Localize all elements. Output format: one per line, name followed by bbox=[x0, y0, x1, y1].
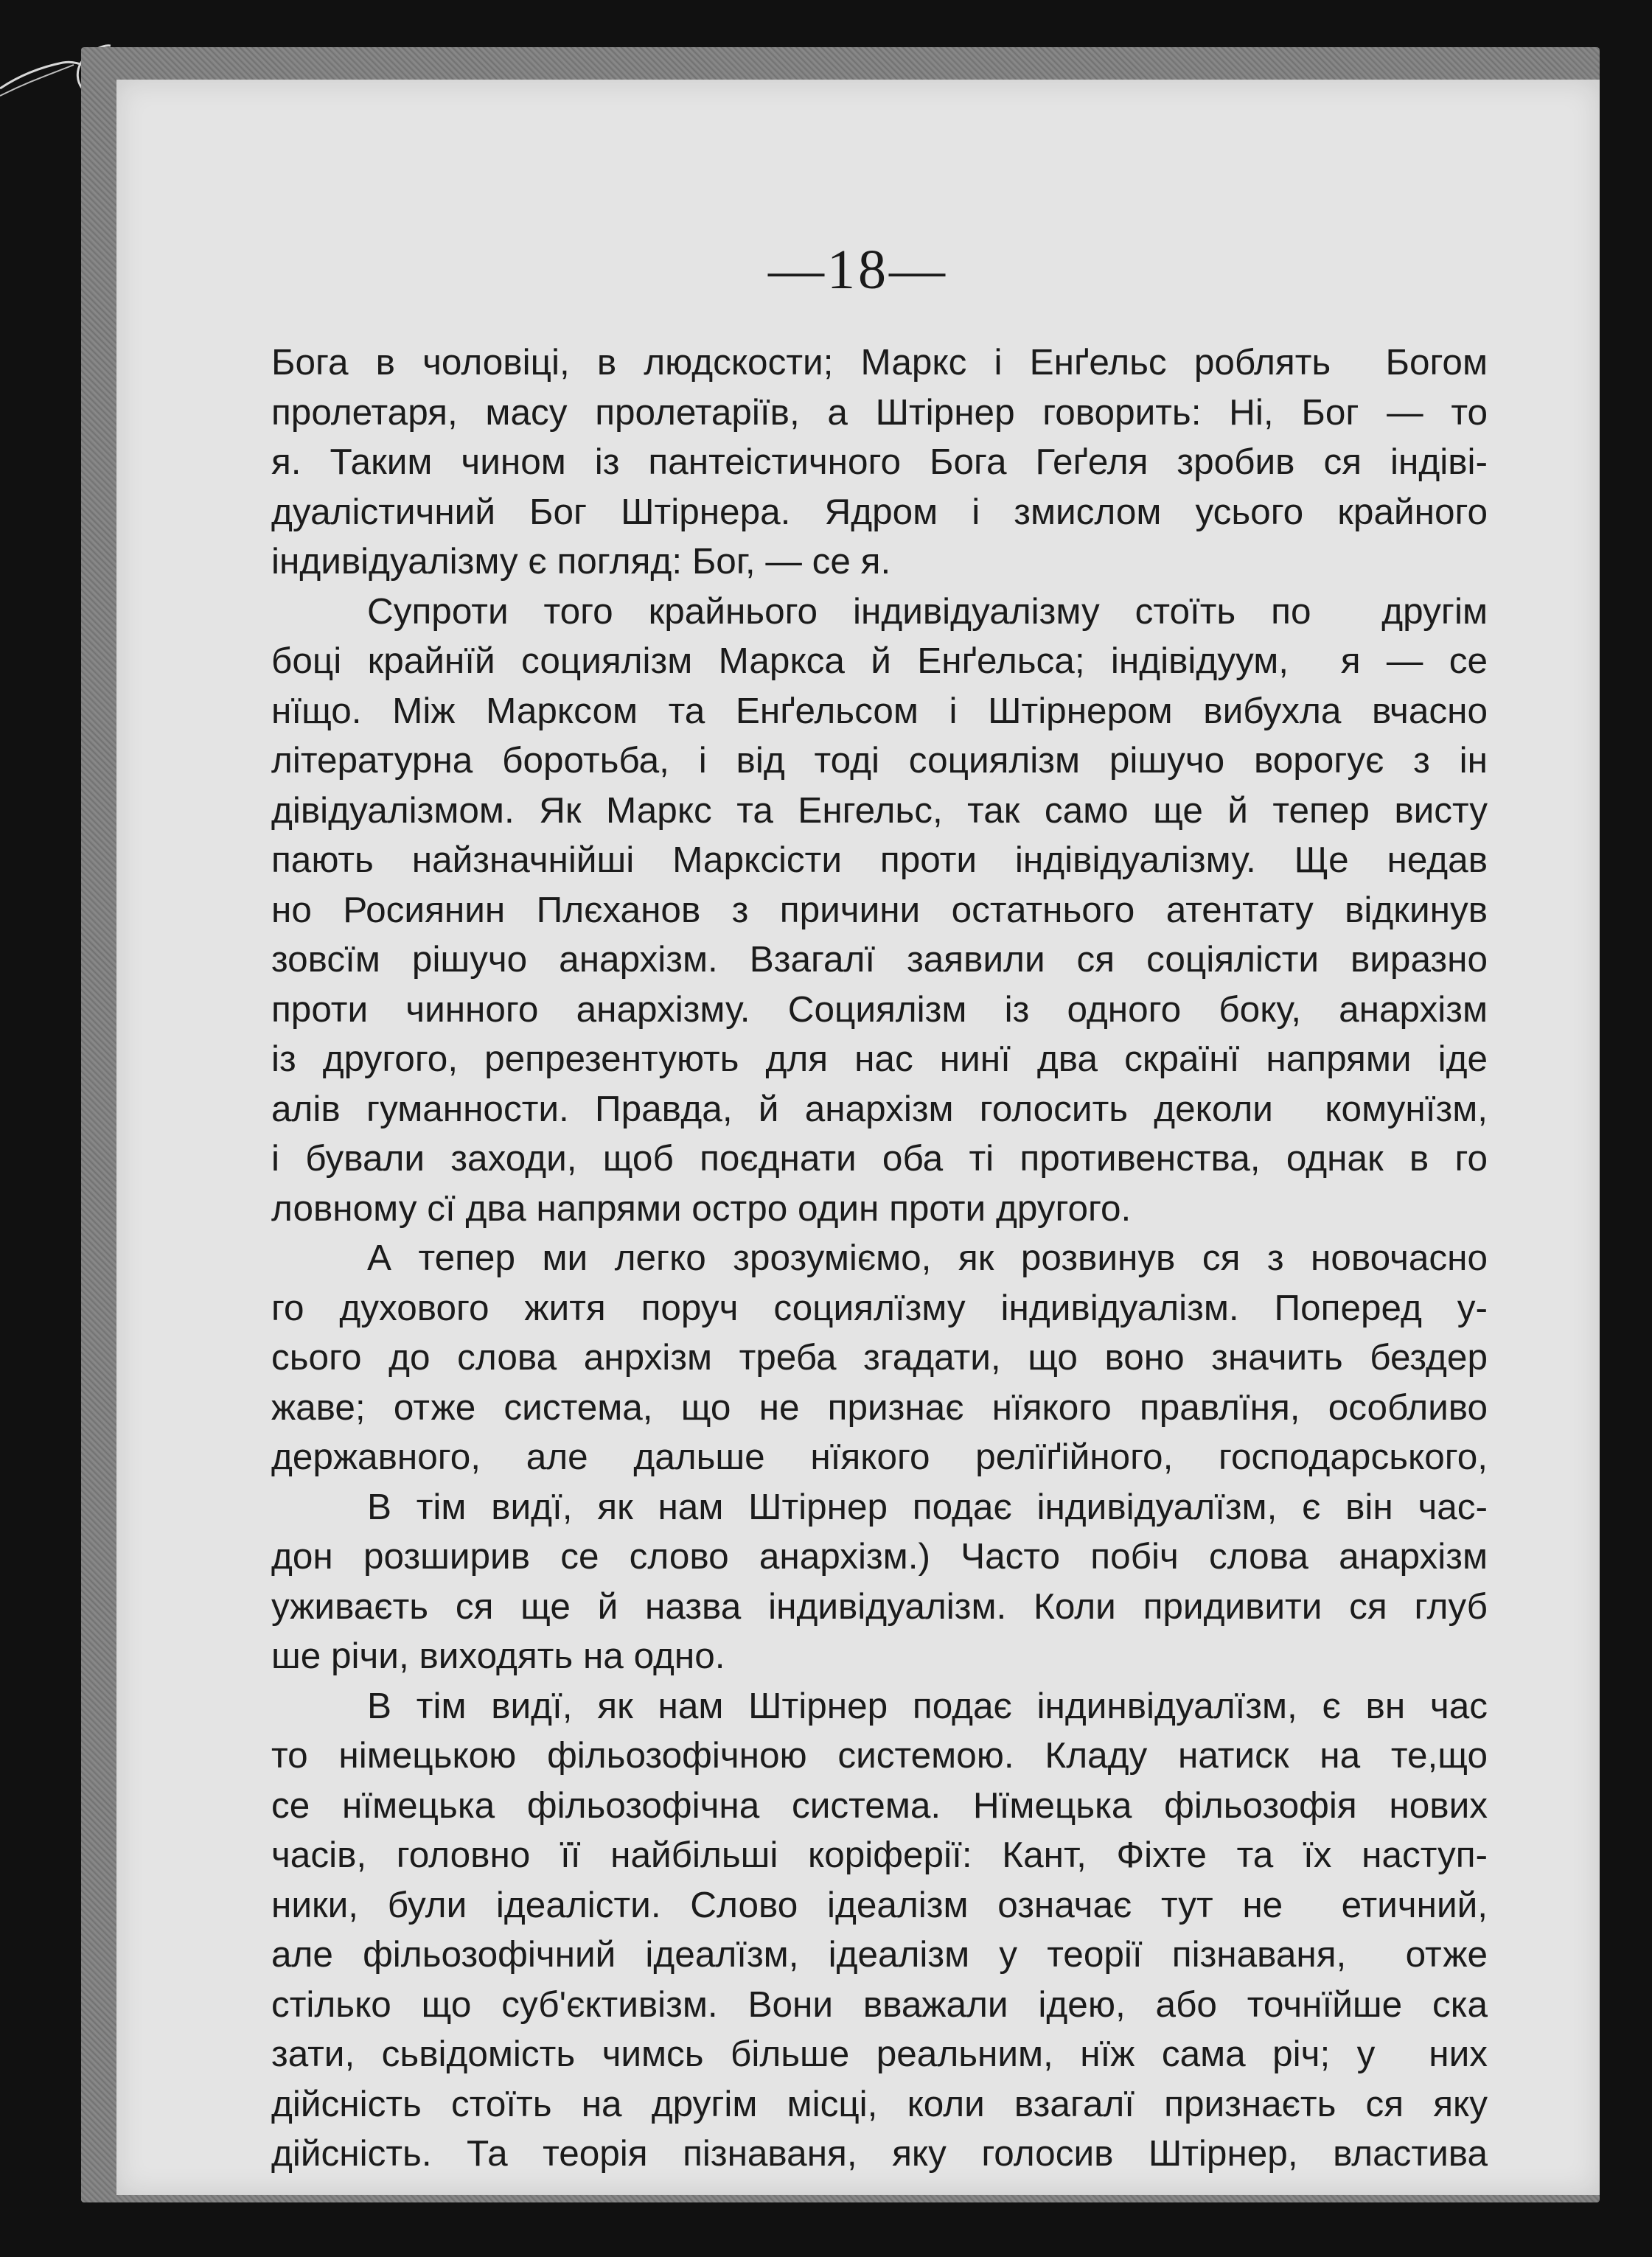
text-line: то німецькою фільозофічною системою. Кладу натиск на те,що bbox=[271, 1735, 1488, 1776]
text-line: Супроти того крайнього індивідуалізму стоїть по другім bbox=[367, 590, 1488, 632]
text-line: індивідуалізму є погляд: Бог, — се я. bbox=[271, 541, 891, 582]
page bbox=[116, 80, 1600, 2195]
text-line: часів, головно її найбільші коріферії: Кант, Фіхте та їх наступ- bbox=[271, 1835, 1488, 1875]
text-line: но Росиянин Плєханов з причини остатнього атентату відкинув bbox=[271, 889, 1488, 930]
text-line: ники, були ідеалісти. Слово ідеалізм означає тут не етичний, bbox=[271, 1884, 1488, 1925]
text-line: я. Таким чином із пантеістичного Бога Геґеля зробив ся індіві- bbox=[271, 442, 1488, 482]
text-line: нїщо. Між Марксом та Енґельсом і Штірнером вибухла вчасно bbox=[271, 690, 1488, 731]
text-line: сього до слова анрхізм треба згадати, що воно значить бездер bbox=[271, 1337, 1488, 1378]
text-line: дійсність. Та теорія пізнаваня, яку голосив Штірнер, властива bbox=[271, 2133, 1488, 2174]
text-line: боці крайнїй социялізм Маркса й Енґельса; індівідуум, я — се bbox=[271, 641, 1488, 681]
text-line: зовсїм рішучо анархізм. Взагалї заявили ся соціялісти виразно bbox=[271, 939, 1488, 980]
text-line: ловному сї два напрями остро один проти другого. bbox=[271, 1187, 1132, 1229]
text-line: В тім видї, як нам Штірнер подає індинвідуалїзм, є вн час bbox=[367, 1685, 1488, 1726]
text-line: го духового житя поруч социялїзму індивідуалізм. Поперед у- bbox=[271, 1287, 1488, 1328]
text-line: уживаєть ся ще й назва індивідуалізм. Коли придивити ся глуб bbox=[271, 1586, 1488, 1627]
text-line: алів гуманности. Правда, й анархізм голосить деколи комунїзм, bbox=[271, 1088, 1488, 1129]
text-line: дівідуалізмом. Як Маркс та Енгельс, так само ще й тепер висту bbox=[271, 789, 1488, 831]
text-line: пролетаря, масу пролетаріїв, а Штірнер говорить: Ні, Бог — то bbox=[271, 391, 1488, 433]
text-line: дон розширив се слово анархізм.) Часто побіч слова анархізм bbox=[271, 1536, 1488, 1577]
text-line: дійсність стоїть на другім місці, коли взагалї признаєть ся яку bbox=[271, 2083, 1488, 2124]
text-line: стілько що суб'єктивізм. Вони вважали ідею, або точнїйше ска bbox=[271, 1984, 1488, 2025]
text-line: А тепер ми легко зрозуміємо, як розвинув ся з новочасно bbox=[367, 1238, 1488, 1278]
text-line: жаве; отже система, що не признає нїякого правлїня, особливо bbox=[271, 1386, 1488, 1428]
text-line: пають найзначнійші Марксісти проти індівідуалізму. Ще недав bbox=[271, 840, 1488, 880]
body-text bbox=[271, 338, 1488, 2179]
text-line: і бували заходи, щоб поєднати оба ті противенства, однак в го bbox=[271, 1138, 1488, 1179]
text-line: се нїмецька фільозофічна система. Нїмецька фільозофія нових bbox=[271, 1785, 1488, 1826]
text-line: ше річи, виходять на одно. bbox=[271, 1636, 725, 1676]
text-line: В тім видї, як нам Штірнер подає індивідуалїзм, є він час- bbox=[367, 1486, 1488, 1527]
text-line: дуалістичний Бог Штірнера. Ядром і змислом усього крайного bbox=[271, 491, 1488, 532]
text-line: із другого, репрезентують для нас нинї два скраїнї напрями іде bbox=[271, 1039, 1488, 1079]
text-line: зати, сьвідомість чимсь більше реальним, нїж сама річ; у них bbox=[271, 2034, 1488, 2074]
text-line: але фільозофічний ідеалїзм, ідеалізм у теорії пізнаваня, отже bbox=[271, 1934, 1488, 1975]
page-number: —18— bbox=[768, 239, 948, 301]
text-line: проти чинного анархізму. Социялізм із одного боку, анархізм bbox=[271, 988, 1488, 1030]
text-line: літературна боротьба, і від тоді социялізм рішучо ворогує з ін bbox=[271, 740, 1488, 781]
text-line: державного, але дальше нїякого релїґійного, господарського, bbox=[271, 1437, 1488, 1477]
text-line: Бога в чоловіці, в людскости; Маркс і Енґельс роблять Богом bbox=[271, 342, 1488, 383]
